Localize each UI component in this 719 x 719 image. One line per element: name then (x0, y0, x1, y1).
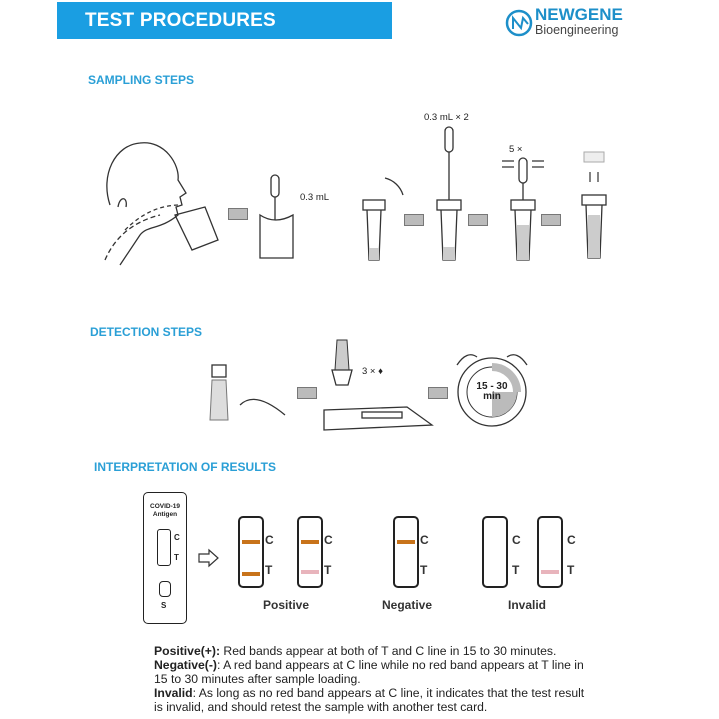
t-band (242, 572, 260, 576)
volume-label: 0.3 mL (300, 192, 330, 203)
brand-logo (506, 5, 646, 41)
c-label: C (567, 533, 576, 547)
arrow-icon (428, 387, 448, 399)
sample-well (159, 581, 171, 597)
t-label: T (512, 563, 520, 577)
arrow-icon (404, 214, 424, 226)
invalid-label: Invalid (508, 598, 547, 612)
timer-value: 15 - 30 (476, 381, 508, 392)
strip-positive-1 (238, 516, 264, 588)
sampling-steps-title: SAMPLING STEPS (88, 73, 195, 87)
arrow-icon (228, 208, 248, 220)
result-descriptions (154, 644, 594, 714)
cassette-title-1: COVID-19 (150, 503, 180, 510)
detection-steps-title: DETECTION STEPS (90, 325, 203, 339)
strip-invalid-1 (482, 516, 508, 588)
cap-tube-icon (574, 150, 614, 270)
c-label: C (420, 533, 429, 547)
desc-positive (154, 644, 594, 658)
logo-name: NEWGENE (535, 5, 623, 24)
squeeze-count-label: 5 × (509, 144, 523, 155)
results-title: INTERPRETATION OF RESULTS (94, 460, 276, 474)
desc-negative (154, 658, 594, 686)
t-band-faint (541, 570, 559, 574)
cassette-c-label: C (174, 533, 180, 542)
t-label: T (265, 563, 273, 577)
strip-positive-2 (297, 516, 323, 588)
arrow-icon (468, 214, 488, 226)
positive-label: Positive (263, 598, 310, 612)
test-cassette (143, 492, 187, 624)
strip-negative (393, 516, 419, 588)
logo-subtitle: Bioengineering (535, 23, 619, 37)
cassette-title-2: Antigen (152, 511, 178, 518)
arrow-icon (297, 387, 317, 399)
t-band-faint (301, 570, 319, 574)
pipette-into-tube-icon (430, 125, 470, 275)
arrow-outline-icon (198, 549, 220, 567)
c-label: C (265, 533, 274, 547)
cassette-s-label: S (161, 601, 167, 610)
desc-term: Negative(-) (154, 658, 217, 672)
drop-count-label: 3 × ♦ (362, 366, 383, 377)
t-label: T (420, 563, 428, 577)
desc-text: Red bands appear at both of T and C line in 15 to 30 minutes. (220, 644, 557, 658)
flick-tube-icon (200, 360, 290, 430)
c-label: C (512, 533, 521, 547)
volume-label: 0.3 mL × 2 (424, 112, 469, 123)
timer-unit: min (483, 391, 501, 402)
header-banner (57, 2, 392, 39)
person-spitting-icon (100, 135, 230, 285)
desc-invalid (154, 686, 594, 714)
desc-term: Positive(+): (154, 644, 221, 658)
timer-label (472, 382, 512, 402)
ng-logo-icon (506, 7, 534, 39)
t-label: T (324, 563, 332, 577)
result-window (157, 529, 171, 566)
desc-term: Invalid (154, 686, 193, 700)
desc-text: : As long as no red band appears at C line, it indicates that the test result is invalid, and should retest the sample with another test card. (154, 686, 585, 714)
c-band (301, 540, 319, 544)
c-label: C (324, 533, 333, 547)
page-title: TEST PROCEDURES (85, 10, 276, 31)
cassette-t-label: T (174, 553, 179, 562)
collection-cup-pipette-icon (255, 170, 315, 280)
c-band (242, 540, 260, 544)
negative-label: Negative (382, 598, 433, 612)
c-band (397, 540, 415, 544)
drop-on-cassette-icon (322, 335, 432, 435)
strip-invalid-2 (537, 516, 563, 588)
arrow-icon (541, 214, 561, 226)
t-label: T (567, 563, 575, 577)
desc-text: : A red band appears at C line while no red band appears at T line in 15 to 30 minutes after sample loading. (154, 658, 584, 686)
